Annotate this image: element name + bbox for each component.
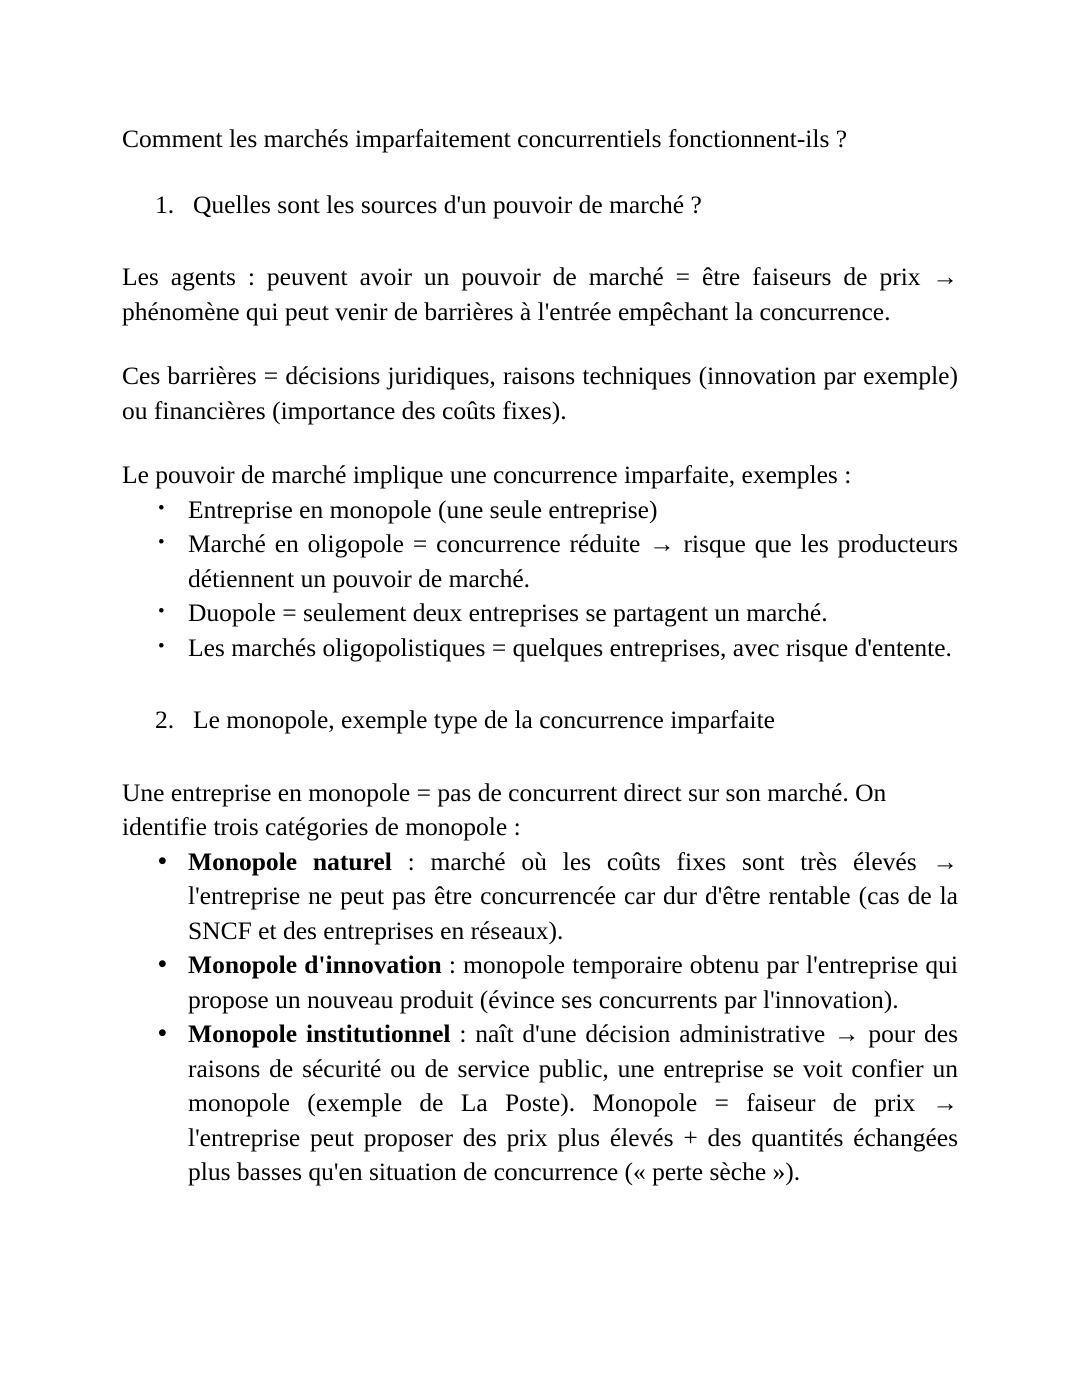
page-title: Comment les marchés imparfaitement concurrentiels fonctionnent-ils ? <box>122 124 848 153</box>
spacer <box>122 665 958 703</box>
bullet-icon: • <box>158 532 165 553</box>
list-item-text: : marché où les coûts fixes sont très élevés → l'entreprise ne peut pas être concurrencée car dur d'être rentable (cas de la SNCF et des entreprises en réseaux). <box>188 846 958 945</box>
bullet-icon: • <box>158 951 167 978</box>
bullet-icon: • <box>158 635 165 657</box>
list-item <box>122 948 958 1017</box>
list-item <box>122 527 958 596</box>
section-1-heading-list <box>122 188 958 223</box>
section-2-heading-label: Le monopole, exemple type de la concurrence imparfaite <box>193 705 775 734</box>
list-item-text: : monopole temporaire obtenu par l'entreprise qui propose un nouveau produit (évince ses concurrents par l'innovation). <box>188 950 958 1014</box>
spacer <box>122 428 958 458</box>
section-1-heading-label: Quelles sont les sources d'un pouvoir de marché ? <box>193 189 702 219</box>
bullet-icon: • <box>158 1020 167 1047</box>
document-body <box>122 122 958 1190</box>
list-item <box>122 1017 958 1190</box>
list-item-text: Marché en oligopole = concurrence réduite → risque que les producteurs détiennent un pouvoir de marché. <box>188 529 958 593</box>
list-item-text: Entreprise en monopole (une seule entreprise) <box>188 494 658 524</box>
list-item <box>122 631 958 666</box>
list-item-term: Monopole naturel <box>188 846 392 876</box>
section-2-heading-list <box>122 703 958 738</box>
section-2-number: 2. <box>155 705 175 734</box>
list-item <box>122 493 958 528</box>
spacer <box>122 222 958 260</box>
section-1-number: 1. <box>155 189 175 219</box>
bullet-icon: • <box>158 601 165 622</box>
section-1-paragraph-1: Les agents : peuvent avoir un pouvoir de marché = être faiseurs de prix → phénomène qui peut venir de barrières à l'entrée empêchant la concurrence. <box>122 262 958 326</box>
list-item-term: Monopole d'innovation <box>188 950 442 979</box>
bullet-icon: • <box>158 847 167 875</box>
list-item-text: : naît d'une décision administrative → pour des raisons de sécurité ou de service public, une entreprise se voit confier un monopole (exemple de La Poste). Monopole = faiseur de prix → l'entreprise peut proposer des prix plus élevés + des quantités échangées plus basses qu'en situation de concurrence (« perte sèche »). <box>188 1019 958 1186</box>
list-item <box>122 845 958 949</box>
spacer <box>122 329 958 359</box>
section-2-heading <box>122 703 958 738</box>
list-item <box>122 596 958 631</box>
list-item-text: Duopole = seulement deux entreprises se partagent un marché. <box>188 598 828 627</box>
spacer <box>122 157 958 188</box>
section-1-paragraph-2: Ces barrières = décisions juridiques, raisons techniques (innovation par exemple) ou financières (importance des coûts fixes). <box>122 361 958 425</box>
list-item-term: Monopole institutionnel <box>188 1019 451 1048</box>
section-2-bullet-list <box>122 845 958 1190</box>
spacer <box>122 738 958 776</box>
bullet-icon: • <box>158 497 165 519</box>
section-1-heading <box>122 188 958 223</box>
section-1-paragraph-3: Le pouvoir de marché implique une concurrence imparfaite, exemples : <box>122 460 852 489</box>
list-item-text: Les marchés oligopolistiques = quelques entreprises, avec risque d'entente. <box>188 632 952 662</box>
section-1-bullet-list <box>122 493 958 666</box>
section-2-paragraph-1: Une entreprise en monopole = pas de concurrent direct sur son marché. On identifie trois catégories de monopole : <box>122 777 887 841</box>
